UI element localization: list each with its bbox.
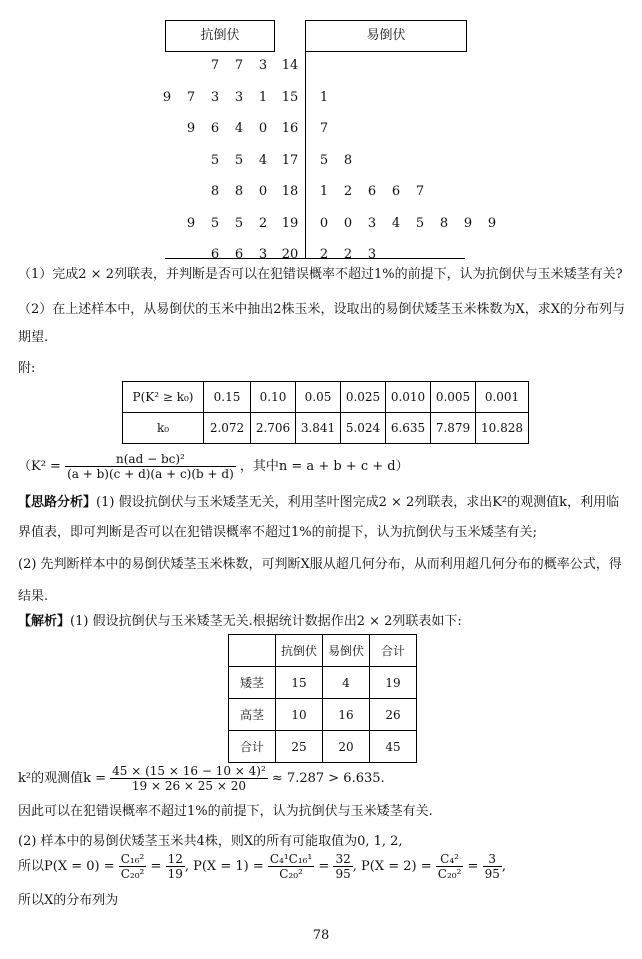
leaf: 1	[319, 89, 329, 105]
leaf: 7	[186, 89, 196, 105]
p2-num2: 3	[483, 852, 502, 867]
contingency-cell: 10	[276, 699, 323, 731]
p0-num2: 12	[167, 852, 183, 866]
contingency-cell: 16	[323, 699, 370, 731]
p2-eq: =	[467, 859, 479, 874]
k-table-cell: 0.005	[431, 382, 476, 413]
leaf: 3	[258, 58, 268, 73]
k-table-cell: 0.025	[341, 382, 386, 413]
k-table-cell: 0.05	[296, 382, 341, 413]
leaf: 5	[234, 152, 244, 168]
p2-prefix: , P(X = 2) =	[352, 859, 432, 874]
stem-leaf-row	[165, 151, 465, 171]
leaves-right	[312, 119, 336, 139]
p1-num: C₄¹C₁₆¹	[269, 852, 313, 866]
k-denominator: 19 × 26 × 25 × 20	[131, 779, 247, 793]
leaf: 2	[258, 215, 268, 231]
stem-leaf-row	[165, 214, 497, 234]
formula-numerator: n(ad − bc)²	[65, 452, 236, 467]
prob-prefix: 所以P(X = 0) =	[18, 859, 115, 874]
leaf: 8	[439, 215, 449, 231]
p2-value	[483, 852, 502, 881]
leaf: 6	[210, 121, 220, 136]
header-resistant: 抗倒伏	[165, 20, 275, 52]
leaf: 6	[234, 247, 244, 262]
stem-leaf-row	[165, 182, 465, 202]
k-table-cell: 2.706	[251, 413, 296, 444]
stem: 15	[281, 89, 299, 105]
stem-leaf-row	[165, 56, 465, 76]
p2-num: C₄²	[436, 852, 464, 867]
leaf: 3	[234, 89, 244, 105]
solution-tag: 【解析】	[18, 614, 71, 629]
leaf: 5	[415, 215, 425, 231]
k-table-cell: 10.828	[476, 413, 529, 444]
p0-eq: =	[150, 859, 162, 874]
leaf: 4	[391, 215, 401, 231]
critical-value-table	[122, 381, 529, 444]
stem-leaf-row	[165, 119, 465, 139]
header-susceptible: 易倒伏	[305, 20, 467, 52]
leaves-right	[312, 88, 336, 108]
k-fraction	[110, 764, 268, 793]
leaves-left	[179, 214, 275, 234]
leaf: 0	[258, 184, 268, 199]
stem: 18	[281, 184, 299, 199]
contingency-cell: 矮茎	[229, 667, 276, 699]
contingency-cell: 20	[323, 731, 370, 763]
leaves-left	[203, 182, 275, 202]
contingency-table	[228, 634, 417, 763]
k-table-cell: 7.879	[431, 413, 476, 444]
k-table-cell: 0.10	[251, 382, 296, 413]
stem: 19	[281, 215, 299, 231]
formula-tail: ，其中n = a + b + c + d）	[239, 459, 409, 474]
leaf: 6	[367, 184, 377, 199]
contingency-cell: 45	[370, 731, 417, 763]
formula-fraction	[65, 452, 236, 481]
leaf: 5	[234, 215, 244, 231]
leaf: 9	[463, 215, 473, 231]
leaf: 2	[343, 184, 353, 199]
k-lhs: k²的观测值k =	[18, 771, 106, 786]
stem: 17	[281, 152, 299, 168]
k-tail: ≈ 7.287 > 6.635.	[271, 771, 385, 786]
question-2: （2）在上述样本中，从易倒伏的玉米中抽出2株玉米，设取出的易倒伏矮茎玉米株数为X，求X的分布列与期望.	[18, 302, 626, 345]
leaves-left	[179, 119, 275, 139]
page-number: 78	[312, 928, 330, 943]
leaf: 0	[343, 215, 353, 231]
p1-den: C₂₀²	[279, 867, 303, 881]
contingency-cell: 4	[323, 667, 370, 699]
contingency-cell: 高茎	[229, 699, 276, 731]
p2-den: C₂₀²	[437, 867, 462, 881]
leaves-right	[312, 151, 360, 171]
k-table-cell: 5.024	[341, 413, 386, 444]
contingency-header: 易倒伏	[323, 635, 370, 667]
leaves-right	[312, 182, 432, 202]
stem: 16	[281, 121, 299, 136]
leaf: 7	[415, 184, 425, 199]
leaf: 3	[210, 89, 220, 105]
leaf: 0	[258, 121, 268, 136]
p0-value	[166, 852, 185, 881]
p0-num: C₁₆²	[120, 852, 145, 866]
contingency-cell: 19	[370, 667, 417, 699]
leaf: 7	[319, 121, 329, 136]
k-table-cell: 6.635	[386, 413, 431, 444]
contingency-cell: 合计	[229, 731, 276, 763]
analysis-tag: 【思路分析】	[18, 495, 97, 510]
leaf: 8	[343, 152, 353, 168]
p1-prefix: , P(X = 1) =	[184, 859, 264, 874]
question-1: （1）完成2 × 2列联表，并判断是否可以在犯错误概率不超过1%的前提下，认为抗倒伏与玉米矮茎有关?	[18, 267, 623, 282]
k-calculation	[18, 764, 385, 793]
leaf: 2	[343, 247, 353, 262]
leaf: 3	[367, 215, 377, 231]
formula-lhs: （K² =	[18, 459, 61, 474]
leaf: 1	[258, 89, 268, 105]
p1-num2: 32	[335, 852, 351, 866]
k-table-row1-label: P(K² ≥ k₀)	[123, 382, 204, 413]
k-table-cell: 0.001	[476, 382, 529, 413]
leaf: 3	[367, 247, 377, 262]
conclusion: 因此可以在犯错误概率不超过1%的前提下，认为抗倒伏与玉米矮茎有关.	[18, 804, 433, 819]
k-table-cell: 0.15	[204, 382, 251, 413]
probability-line	[18, 852, 506, 881]
stem: 14	[281, 58, 299, 73]
leaf: 7	[210, 58, 220, 73]
analysis-text-1: (1) 假设抗倒伏与玉米矮茎无关，利用茎叶图完成2 × 2列联表，求出K²的观测值k，利用临界值表，即可判断是否可以在犯错误概率不超过1%的前提下，认为抗倒伏与玉米矮茎有关;	[18, 495, 620, 540]
solution-paragraph-1	[18, 609, 628, 635]
solution-paragraph-2: (2) 样本中的易倒伏矮茎玉米共4株，则X的所有可能取值为0, 1, 2,	[18, 834, 403, 849]
k-table-cell: 3.841	[296, 413, 341, 444]
leaf: 7	[234, 58, 244, 73]
leaves-left	[155, 88, 275, 108]
leaf: 8	[234, 184, 244, 199]
leaf: 9	[487, 215, 497, 231]
distribution-label: 所以X的分布列为	[18, 893, 119, 908]
p2-tail: ,	[501, 859, 506, 874]
p2-den2: 95	[484, 867, 500, 881]
leaves-left	[203, 56, 275, 76]
leaf: 2	[319, 247, 329, 262]
p1-fraction	[268, 852, 314, 881]
analysis-paragraph-2: (2) 先判断样本中的易倒伏矮茎玉米株数，可判断X服从超几何分布，从而利用超几何分布的概率公式，得结果.	[18, 557, 622, 604]
p1-value	[333, 852, 352, 881]
leaf: 5	[319, 152, 329, 168]
leaf: 5	[210, 215, 220, 231]
p0-den: C₂₀²	[120, 867, 145, 881]
formula-denominator: (a + b)(c + d)(a + c)(b + d)	[67, 467, 234, 481]
leaf: 9	[162, 89, 172, 105]
contingency-cell: 26	[370, 699, 417, 731]
k-table-row2-label: k₀	[123, 413, 204, 444]
leaf: 9	[186, 215, 196, 231]
chi-square-formula	[18, 452, 409, 481]
appendix-label: 附:	[18, 361, 36, 376]
k-numerator: 45 × (15 × 16 − 10 × 4)²	[112, 764, 266, 778]
p1-eq: =	[318, 859, 330, 874]
leaf: 6	[210, 247, 220, 262]
stem: 20	[281, 247, 299, 262]
leaf: 5	[210, 152, 220, 168]
p2-fraction	[436, 852, 464, 881]
analysis-paragraph-1	[18, 488, 628, 548]
p0-den2: 19	[167, 867, 183, 881]
leaf: 4	[234, 121, 244, 136]
leaves-left	[203, 151, 275, 171]
leaf: 4	[258, 152, 268, 168]
solution-text-1: (1) 假设抗倒伏与玉米矮茎无关.根据统计数据作出2 × 2列联表如下:	[70, 614, 462, 629]
contingency-cell: 15	[276, 667, 323, 699]
leaf: 9	[186, 121, 196, 136]
leaf: 3	[258, 247, 268, 262]
k-table-cell: 2.072	[204, 413, 251, 444]
leaf: 1	[319, 184, 329, 199]
contingency-header	[229, 635, 276, 667]
contingency-cell: 25	[276, 731, 323, 763]
p1-den2: 95	[335, 867, 351, 881]
stem-leaf-row	[162, 88, 465, 108]
contingency-header: 合计	[370, 635, 417, 667]
leaves-right	[312, 214, 504, 234]
p0-fraction	[119, 852, 147, 881]
leaf: 6	[391, 184, 401, 199]
leaf: 8	[210, 184, 220, 199]
contingency-header: 抗倒伏	[276, 635, 323, 667]
leaf: 0	[319, 215, 329, 231]
k-table-cell: 0.010	[386, 382, 431, 413]
